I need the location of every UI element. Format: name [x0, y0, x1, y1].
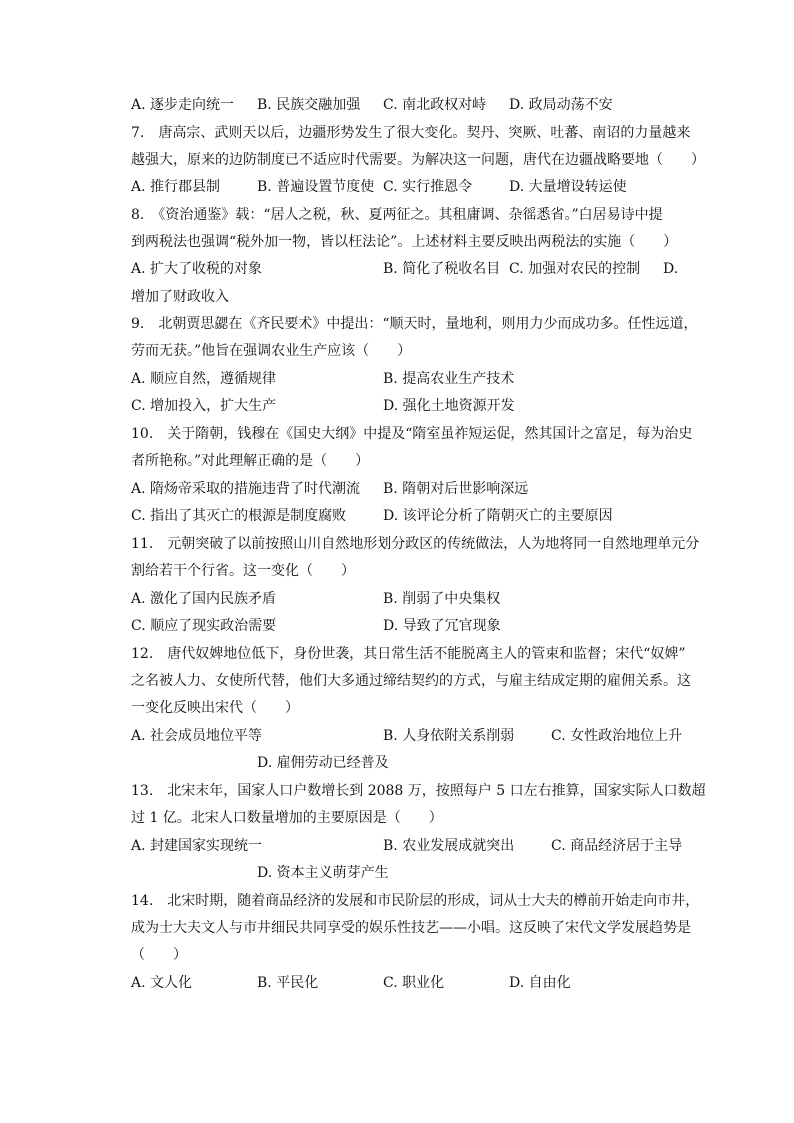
- question-text-line: 14. 北宋时期，随着商品经济的发展和市民阶层的形成，词从士大夫的樽前开始走向市井，: [131, 893, 700, 909]
- question-text-line: 到两税法也强调“税外加一物，皆以枉法论”。上述材料主要反映出两税法的实施（ ）: [131, 234, 678, 250]
- option-b: B. 普遍设置节度使: [257, 179, 375, 195]
- question-text-line: （ ）: [131, 947, 187, 963]
- option-d: D. 大量增设转运使: [509, 179, 627, 195]
- option-b: B. 农业发展成就突出: [383, 838, 515, 854]
- option-c: C. 顺应了现实政治需要: [131, 618, 277, 634]
- option-a: A. 激化了国内民族矛盾: [131, 591, 277, 607]
- option-d: D. 资本主义萌芽产生: [257, 865, 389, 881]
- question-text-line: 8. 《资治通鉴》载：“居人之税，秋、夏两征之。其租庸调、杂徭悉省。”白居易诗中提: [131, 207, 663, 223]
- question-text-line: 12. 唐代奴婢地位低下，身份世袭，其日常生活不能脱离主人的管束和监督；宋代“奴婢”: [131, 646, 686, 662]
- option-c: C. 加强对农民的控制: [509, 261, 641, 277]
- question-text-line: 9. 北朝贾思勰在《齐民要术》中提出：“顺天时，量地利，则用力少而成功多。任性远道，: [131, 316, 698, 332]
- option-b: B. 削弱了中央集权: [383, 591, 501, 607]
- question-text-line: 10. 关于隋朝，钱穆在《国史大纲》中提及“隋室虽祚短运促，然其国计之富足，每为治史: [131, 426, 693, 442]
- option-a: A. 封建国家实现统一: [131, 838, 263, 854]
- question-text-line: 之名被人力、女使所代替，他们大多通过缔结契约的方式，与雇主结成定期的雇佣关系。这: [131, 673, 691, 689]
- option-a: A. 扩大了收税的对象: [131, 261, 263, 277]
- option-b: B. 隋朝对后世影响深远: [383, 481, 529, 497]
- option-a: A. 隋炀帝采取的措施违背了时代潮流: [131, 481, 361, 497]
- option-b: B. 简化了税收名目: [383, 261, 501, 277]
- option-d-text: 增加了财政收入: [131, 289, 229, 305]
- option-d: D. 导致了冗官现象: [383, 618, 501, 634]
- question-text-line: 11. 元朝突破了以前按照山川自然地形划分政区的传统做法，人为地将同一自然地理单元分: [131, 536, 700, 552]
- question-text-line: 过 1 亿。北宋人口数量增加的主要原因是（ ）: [131, 810, 443, 826]
- option-c: C. 女性政治地位上升: [551, 728, 683, 744]
- question-text-line: 者所艳称。”对此理解正确的是（ ）: [131, 453, 370, 469]
- question-text-line: 13. 北宋末年，国家人口户数增长到 2088 万，按照每户 5 口左右推算，国家实际人口数超: [131, 783, 706, 799]
- option-a: A. 顺应自然，遵循规律: [131, 371, 277, 387]
- question-text-line: 一变化反映出宋代（ ）: [131, 700, 299, 716]
- option-c: C. 增加投入，扩大生产: [131, 398, 277, 414]
- option-c: C. 南北政权对峙: [383, 97, 487, 113]
- option-a: A. 逐步走向统一: [131, 97, 235, 113]
- question-text-line: 越强大，原来的边防制度已不适应时代需要。为解决这一问题，唐代在边疆战略要地（ ）: [131, 152, 705, 168]
- option-d: D. 自由化: [509, 975, 571, 991]
- option-b: B. 提高农业生产技术: [383, 371, 515, 387]
- question-text-line: 成为士大夫文人与市井细民共同享受的娱乐性技艺——小唱。这反映了宋代文学发展趋势是: [131, 920, 691, 936]
- option-c: C. 商品经济居于主导: [551, 838, 683, 854]
- option-a: A. 文人化: [131, 975, 193, 991]
- option-b: B. 民族交融加强: [257, 97, 361, 113]
- option-c: C. 实行推恩令: [383, 179, 473, 195]
- question-text-line: 割给若干个行省。这一变化（ ）: [131, 563, 355, 579]
- question-text-line: 7. 唐高宗、武则天以后，边疆形势发生了很大变化。契丹、突厥、吐蕃、南诏的力量越来: [131, 125, 691, 141]
- option-b: B. 人身依附关系削弱: [383, 728, 515, 744]
- option-c: C. 指出了其灭亡的根源是制度腐败: [131, 508, 347, 524]
- option-d: D. 强化土地资源开发: [383, 398, 515, 414]
- option-c: C. 职业化: [383, 975, 445, 991]
- question-text-line: 劳而无获。”他旨在强调农业生产应该（ ）: [131, 343, 412, 359]
- option-a: A. 社会成员地位平等: [131, 728, 263, 744]
- option-d: D. 该评论分析了隋朝灭亡的主要原因: [383, 508, 613, 524]
- option-d: D. 政局动荡不安: [509, 97, 613, 113]
- option-d: D.: [663, 261, 679, 277]
- option-b: B. 平民化: [257, 975, 319, 991]
- option-a: A. 推行郡县制: [131, 179, 221, 195]
- option-d: D. 雇佣劳动已经普及: [257, 755, 389, 771]
